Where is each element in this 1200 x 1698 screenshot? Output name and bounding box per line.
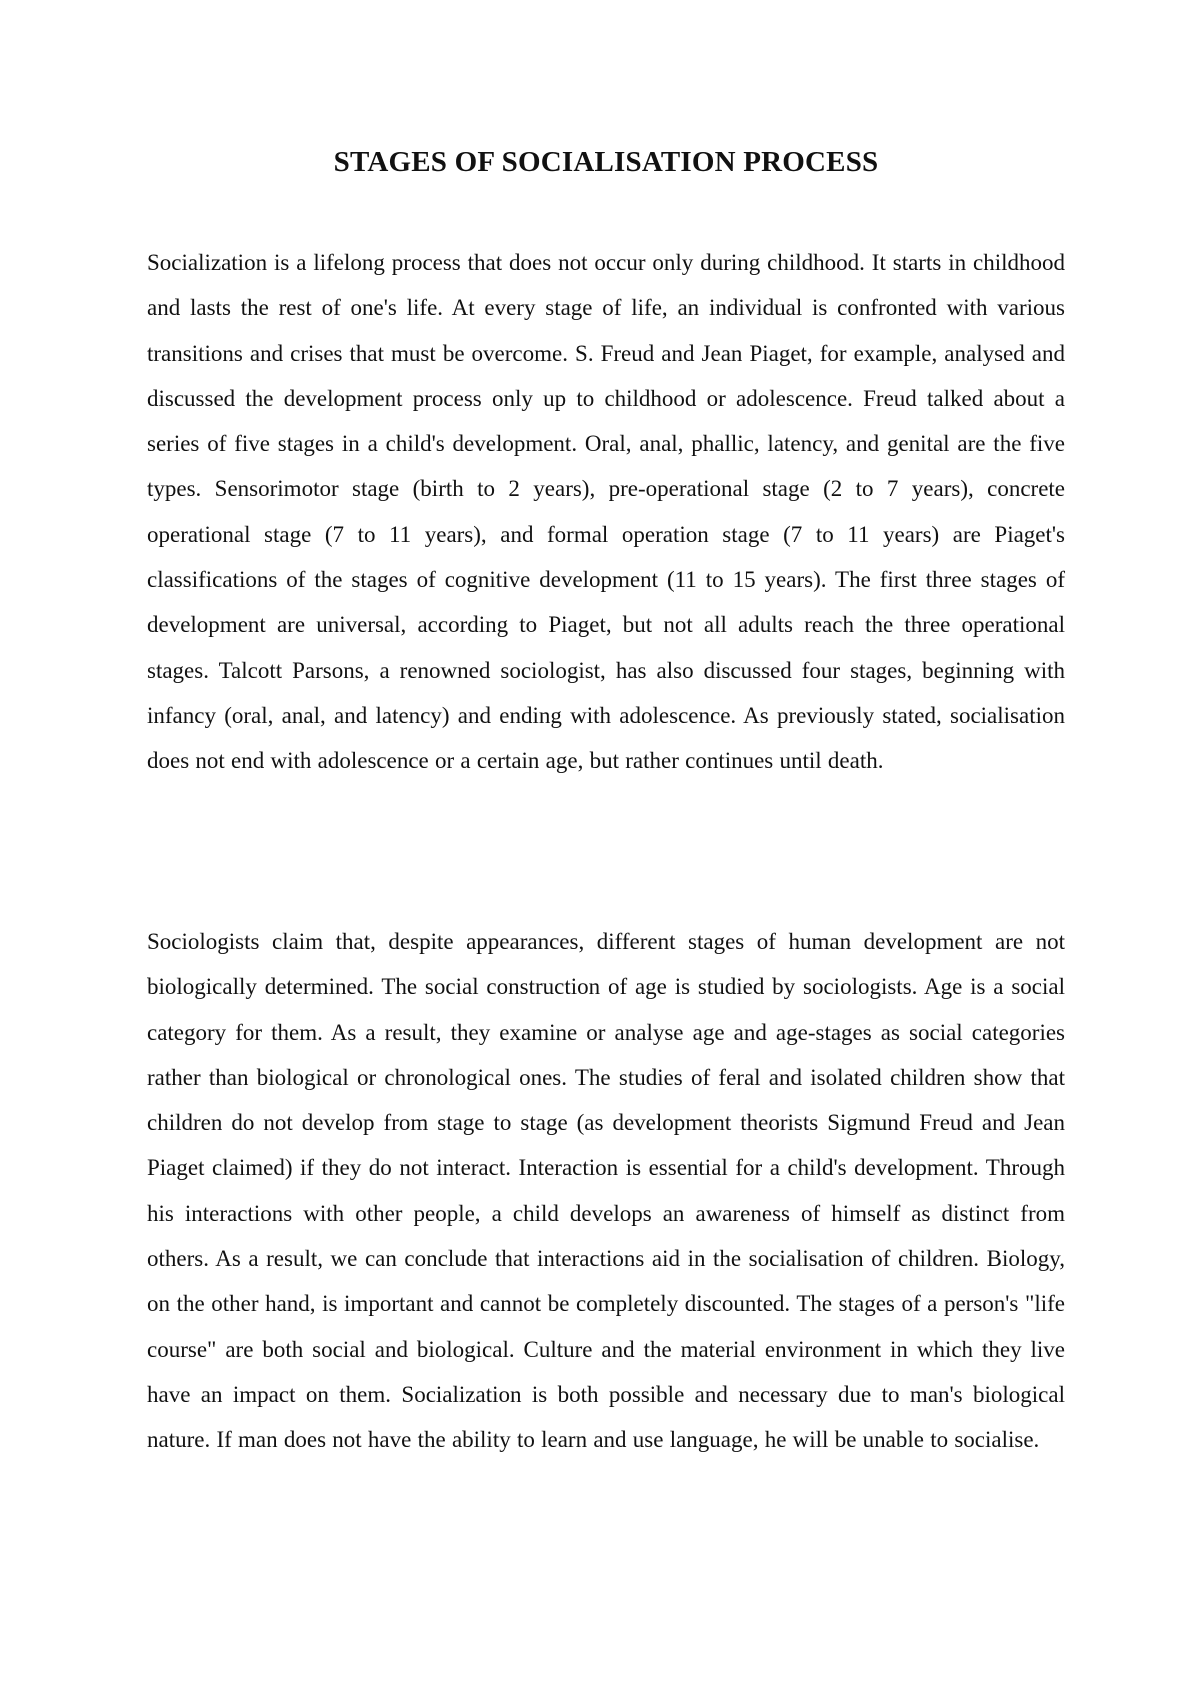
document-page xyxy=(147,0,1065,1698)
paragraph: Socialization is a lifelong process that does not occur only during childhood. It starts in childhood and lasts the rest of one's life. At every stage of life, an individual is confronted with various transitions and crises that must be overcome. S. Freud and Jean Piaget, for example, analysed and discussed the development process only up to childhood or adolescence. Freud talked about a series of five stages in a child's development. Oral, anal, phallic, latency, and genital are the five types. Sensorimotor stage (birth to 2 years), pre-operational stage (2 to 7 years), concrete operational stage (7 to 11 years), and formal operation stage (7 to 11 years) are Piaget's classifications of the stages of cognitive development (11 to 15 years). The first three stages of development are universal, according to Piaget, but not all adults reach the three operational stages. Talcott Parsons, a renowned sociologist, has also discussed four stages, beginning with infancy (oral, anal, and latency) and ending with adolescence. As previously stated, socialisation does not end with adolescence or a certain age, but rather continues until death. xyxy=(147,250,1065,774)
paragraph: Sociologists claim that, despite appearances, different stages of human development are not biologically determined. The social construction of age is studied by sociologists. Age is a social category for them. As a result, they examine or analyse age and age-stages as social categories rather than biological or chronological ones. The studies of feral and isolated children show that children do not develop from stage to stage (as development theorists Sigmund Freud and Jean Piaget claimed) if they do not interact. Interaction is essential for a child's development. Through his interactions with other people, a child develops an awareness of himself as distinct from others. As a result, we can conclude that interactions aid in the socialisation of children. Biology, on the other hand, is important and cannot be completely discounted. The stages of a person's "life course" are both social and biological. Culture and the material environment in which they live have an impact on them. Socialization is both possible and necessary due to man's biological nature. If man does not have the ability to learn and use language, he will be unable to socialise. xyxy=(147,929,1065,1453)
page-title: STAGES OF SOCIALISATION PROCESS xyxy=(333,146,879,178)
